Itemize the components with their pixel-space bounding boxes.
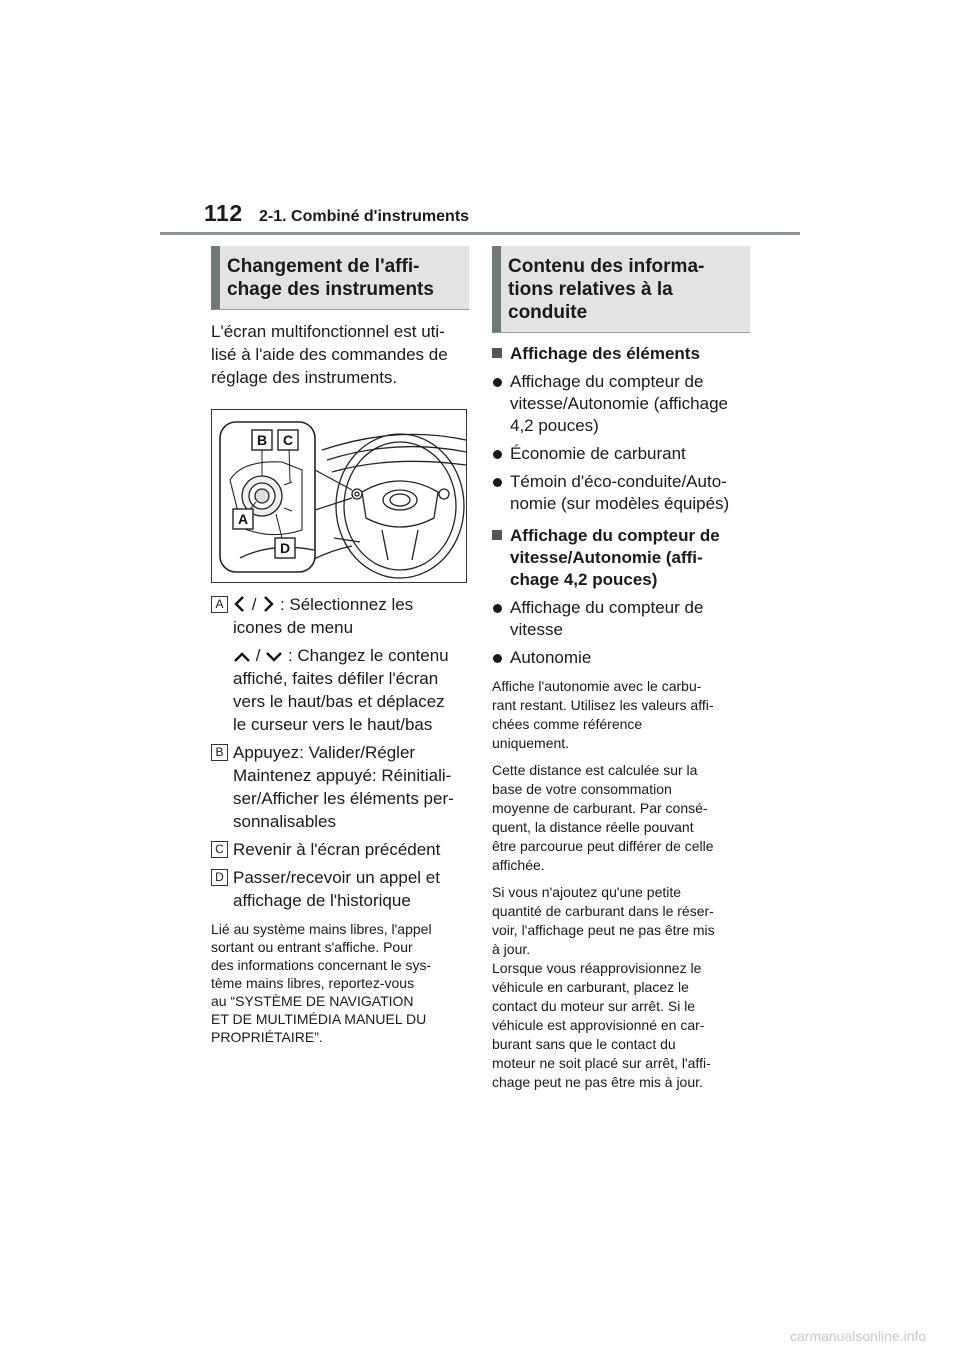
note-line: tème mains libres, reportez-vous: [211, 975, 415, 991]
note-paragraph: [492, 677, 750, 753]
note-line: des informations concernant le sys-: [211, 957, 432, 973]
note-line: rant restant. Utilisez les valeurs affi-: [492, 697, 714, 713]
note-line: véhicule en carburant, placez le: [492, 979, 689, 995]
subheading-speedometer-range: [492, 525, 750, 591]
control-legend: [211, 593, 469, 912]
bullet-dot-icon: [493, 450, 502, 459]
heading-line: tions relatives à la: [508, 279, 673, 300]
bullet-item: [492, 471, 750, 515]
chevron-right-icon: [261, 595, 275, 613]
legend-badge: B: [211, 744, 228, 761]
legend-text: le curseur vers le haut/bas: [233, 715, 433, 734]
range-notes: [492, 677, 750, 1092]
heading-line: conduite: [508, 302, 588, 323]
legend-text: Appuyez: Valider/Régler: [233, 743, 416, 762]
legend-item-up-down: [211, 644, 469, 736]
legend-badge: C: [211, 841, 228, 858]
legend-text: : Changez le contenu: [287, 646, 449, 665]
note-line: Si vous n'ajoutez qu'une petite: [492, 884, 682, 900]
note-line: Lié au système mains libres, l'appel: [211, 921, 432, 937]
bullet-line: nomie (sur modèles équipés): [510, 494, 730, 513]
bullet-dot-icon: [493, 478, 502, 487]
slash-separator: /: [255, 646, 261, 665]
bullet-dot-icon: [493, 378, 502, 387]
running-head: 2-1. Combiné d'instruments: [259, 208, 470, 225]
note-paragraph: [492, 883, 750, 1092]
legend-text: ser/Afficher les éléments per-: [233, 789, 454, 808]
left-column: [211, 246, 469, 1046]
note-line: sortant ou entrant s'affiche. Pour: [211, 939, 413, 955]
subheading-line: vitesse/Autonomie (affi-: [510, 548, 703, 567]
note-line: contact du moteur sur arrêt. Si le: [492, 998, 696, 1014]
subheading-line: chage 4,2 pouces): [510, 570, 658, 589]
legend-text: icones de menu: [233, 618, 354, 637]
note-line: moyenne de carburant. Par consé-: [492, 800, 708, 816]
right-column: [492, 246, 750, 1100]
bullet-item: [492, 371, 750, 437]
bullet-item: [492, 647, 750, 669]
legend-text: : Sélectionnez les: [279, 595, 414, 614]
bullet-line: Affichage du compteur de: [510, 598, 704, 617]
note-line: Cette distance est calculée sur la: [492, 762, 698, 778]
note-line: quantité de carburant dans le réser-: [492, 903, 714, 919]
subheading-line: Affichage du compteur de: [510, 526, 720, 545]
note-line: chées comme référence: [492, 716, 643, 732]
subheading-display-items: [492, 343, 750, 365]
legend-text: Revenir à l'écran précédent: [233, 840, 441, 859]
note-line: moteur ne soit placé sur arrêt, l'affi-: [492, 1055, 711, 1071]
heading-line: Changement de l'affi-: [227, 256, 420, 277]
legend-text: sonnalisables: [233, 812, 337, 831]
note-line: Lorsque vous réapprovisionnez le: [492, 960, 702, 976]
intro-paragraph: [211, 320, 469, 389]
figure-label-a: A: [237, 511, 249, 527]
section-heading-driving-info: [492, 246, 750, 333]
square-bullet-icon: [492, 348, 502, 358]
legend-text: affichage de l'historique: [233, 891, 411, 910]
handsfree-note: [211, 920, 469, 1046]
note-line: chage peut ne pas être mis à jour.: [492, 1074, 703, 1090]
chevron-up-icon: [233, 650, 251, 664]
note-line: voir, l'affichage peut ne pas être mis: [492, 922, 715, 938]
watermark: carmanualsonline.info: [790, 1328, 927, 1344]
intro-line: réglage des instruments.: [211, 368, 398, 387]
legend-badge: D: [211, 869, 228, 886]
section-heading-instruments: [211, 246, 469, 310]
note-paragraph: [492, 761, 750, 875]
figure-label-c: C: [282, 432, 294, 448]
legend-item-c: [211, 838, 469, 861]
slash-separator: /: [251, 595, 257, 614]
intro-line: L'écran multifonctionnel est uti-: [211, 322, 445, 341]
page-number: 112: [204, 200, 243, 226]
legend-item-b: [211, 741, 469, 833]
figure-label-b: B: [256, 432, 268, 448]
bullet-line: vitesse: [510, 620, 563, 639]
bullet-line: Économie de carburant: [510, 444, 686, 463]
legend-text: affiché, faites défiler l'écran: [233, 669, 439, 688]
bullet-line: Témoin d'éco-conduite/Auto-: [510, 472, 727, 491]
bullet-line: Affichage du compteur de: [510, 372, 704, 391]
legend-badge: A: [211, 596, 228, 613]
heading-line: chage des instruments: [227, 279, 434, 300]
note-line: base de votre consommation: [492, 781, 672, 797]
chevron-down-icon: [265, 650, 283, 664]
bullet-item: [492, 443, 750, 465]
legend-text: vers le haut/bas et déplacez: [233, 692, 445, 711]
bullet-dot-icon: [493, 604, 502, 613]
note-line: affichée.: [492, 857, 545, 873]
bullet-line: Autonomie: [510, 648, 592, 667]
intro-line: lisé à l'aide des commandes de: [211, 345, 448, 364]
bullet-item: [492, 597, 750, 641]
bullet-line: vitesse/Autonomie (affichage: [510, 394, 728, 413]
legend-text: Passer/recevoir un appel et: [233, 868, 440, 887]
figure-label-d: D: [279, 540, 291, 556]
note-line: à jour.: [492, 941, 531, 957]
note-line: quent, la distance réelle pouvant: [492, 819, 694, 835]
steering-wheel-illustration: [211, 409, 467, 583]
bullet-line: 4,2 pouces): [510, 416, 599, 435]
steering-wheel-drawing: [212, 410, 466, 582]
note-line: ET DE MULTIMÉDIA MANUEL DU: [211, 1011, 427, 1027]
note-line: véhicule est approvisionné en car-: [492, 1017, 705, 1033]
note-line: burant sans que le contact du: [492, 1036, 676, 1052]
heading-line: Contenu des informa-: [508, 256, 705, 277]
legend-text: Maintenez appuyé: Réinitiali-: [233, 766, 452, 785]
note-line: au “SYSTÈME DE NAVIGATION: [211, 993, 414, 1009]
square-bullet-icon: [492, 530, 502, 540]
header-rule: [160, 232, 800, 235]
note-line: Affiche l'autonomie avec le carbu-: [492, 678, 702, 694]
chevron-left-icon: [233, 595, 247, 613]
bullet-dot-icon: [493, 654, 502, 663]
legend-item-d: [211, 866, 469, 912]
note-line: PROPRIÉTAIRE”.: [211, 1029, 323, 1045]
subheading-text: Affichage des éléments: [510, 344, 700, 363]
note-line: uniquement.: [492, 735, 570, 751]
legend-item-a: [211, 593, 469, 639]
note-line: être parcourue peut différer de celle: [492, 838, 714, 854]
